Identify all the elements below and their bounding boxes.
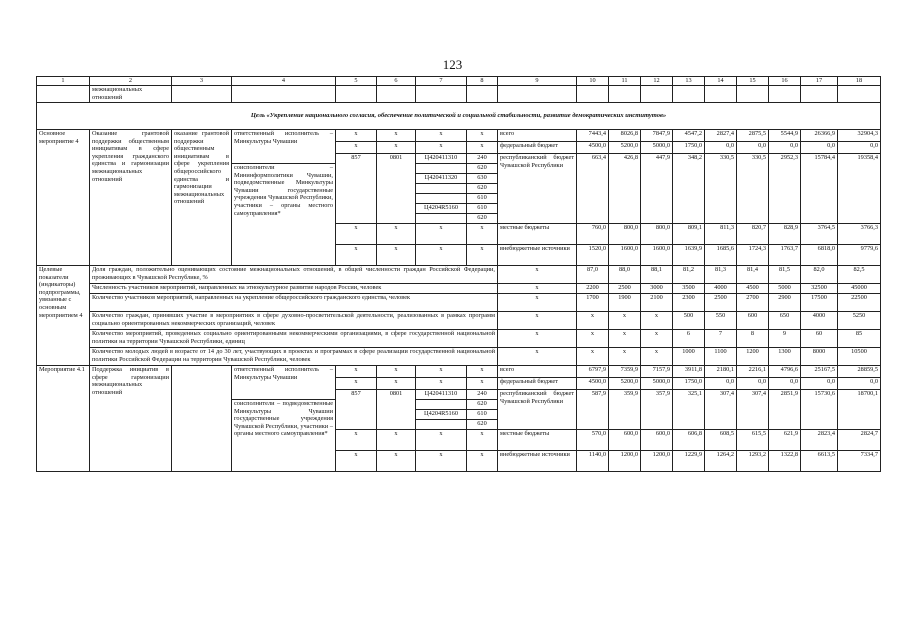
year-value: 7157,9 bbox=[641, 366, 673, 378]
indicator-text: Количество мероприятий, проведенных социально ориентированными некоммерческими организациями, в сфере государственной национальной политики на территории Чувашской Республики, единиц bbox=[90, 330, 498, 348]
year-value: 26366,9 bbox=[801, 130, 838, 142]
year-value: 1322,8 bbox=[769, 451, 801, 472]
year-value: 15730,6 bbox=[801, 390, 838, 430]
year-value: 0,0 bbox=[769, 142, 801, 154]
year-value: 1200 bbox=[737, 348, 769, 366]
year-value: 650 bbox=[769, 312, 801, 330]
year-value: 426,8 bbox=[609, 154, 641, 224]
year-value: 60 bbox=[801, 330, 838, 348]
year-value: 85 bbox=[838, 330, 881, 348]
budget-code: x bbox=[416, 366, 467, 378]
budget-code: 610 bbox=[467, 194, 498, 204]
empty-cell bbox=[467, 86, 498, 103]
year-value: 15784,4 bbox=[801, 154, 838, 224]
year-value: x bbox=[577, 348, 609, 366]
year-value: 87,0 bbox=[577, 266, 609, 284]
year-value: 1900 bbox=[609, 294, 641, 312]
budget-code: x bbox=[377, 378, 416, 390]
program-table bbox=[36, 76, 881, 472]
year-value: x bbox=[577, 330, 609, 348]
year-value: 4500 bbox=[737, 284, 769, 294]
year-value: 17500 bbox=[801, 294, 838, 312]
budget-code: x bbox=[416, 245, 467, 266]
indicator-text: Численность участников мероприятий, направленных на этнокультурное развитие народов России, человек bbox=[90, 284, 498, 294]
goal-row bbox=[37, 103, 881, 130]
year-value: 82,5 bbox=[838, 266, 881, 284]
year-value: 820,7 bbox=[737, 224, 769, 245]
year-value: 600 bbox=[737, 312, 769, 330]
budget-code: 0801 bbox=[377, 390, 416, 430]
year-value: 1520,0 bbox=[577, 245, 609, 266]
budget-code: x bbox=[336, 142, 377, 154]
indicator-row bbox=[37, 266, 881, 284]
year-value: 0,0 bbox=[705, 378, 737, 390]
continuation-row bbox=[37, 86, 881, 103]
year-value: 587,9 bbox=[577, 390, 609, 430]
column-header: 17 bbox=[801, 77, 838, 86]
year-value: 81,3 bbox=[705, 266, 737, 284]
year-value: 4000 bbox=[801, 312, 838, 330]
funding-source: местные бюджеты bbox=[498, 224, 577, 245]
year-value: 2851,9 bbox=[769, 390, 801, 430]
budget-code: x bbox=[467, 130, 498, 142]
indicator-x: x bbox=[498, 312, 577, 330]
year-value: 1600,0 bbox=[641, 245, 673, 266]
page-number: 123 bbox=[442, 57, 463, 72]
year-value: 1300 bbox=[769, 348, 801, 366]
budget-code: x bbox=[336, 378, 377, 390]
empty-cell bbox=[769, 86, 801, 103]
year-value: 760,0 bbox=[577, 224, 609, 245]
column-header: 3 bbox=[172, 77, 232, 86]
year-value: 6797,9 bbox=[577, 366, 609, 378]
budget-code: 610 bbox=[467, 204, 498, 214]
year-value: 32904,3 bbox=[838, 130, 881, 142]
year-value: 330,5 bbox=[737, 154, 769, 224]
budget-code bbox=[416, 184, 467, 194]
year-value: 1000 bbox=[673, 348, 705, 366]
column-header: 5 bbox=[336, 77, 377, 86]
year-value: 1293,2 bbox=[737, 451, 769, 472]
co-executors: соисполнители – Мининформполитики Чувашии, подведомственные Минкультуры Чувашии государственные учреждения Чувашской Республики, участники – органы местного самоуправления* bbox=[232, 164, 336, 266]
year-value: 5200,0 bbox=[609, 142, 641, 154]
year-value: 28859,5 bbox=[838, 366, 881, 378]
year-value: 10500 bbox=[838, 348, 881, 366]
indicator-x: x bbox=[498, 330, 577, 348]
year-value: 2700 bbox=[737, 294, 769, 312]
year-value: 7 bbox=[705, 330, 737, 348]
year-value: 1200,0 bbox=[641, 451, 673, 472]
year-value: 7359,9 bbox=[609, 366, 641, 378]
indicator-text: Количество участников мероприятий, направленных на укрепление общероссийского гражданского единства, человек bbox=[90, 294, 498, 312]
year-value: 22500 bbox=[838, 294, 881, 312]
year-value: 8000 bbox=[801, 348, 838, 366]
budget-code: x bbox=[336, 224, 377, 245]
indicator-row bbox=[37, 312, 881, 330]
indicator-text: Количество молодых людей в возрасте от 14 до 30 лет, участвующих в проектах и программах в сфере реализации государственной национальной политики Российской Федерации на территории Чувашской Республики, человек bbox=[90, 348, 498, 366]
budget-code: Ц4204R5160 bbox=[416, 204, 467, 214]
funding-source: местные бюджеты bbox=[498, 430, 577, 451]
budget-code: x bbox=[467, 430, 498, 451]
budget-code: x bbox=[336, 366, 377, 378]
budget-code: 620 bbox=[467, 420, 498, 430]
year-value: 307,4 bbox=[705, 390, 737, 430]
event-objective bbox=[172, 366, 232, 472]
budget-code: 240 bbox=[467, 154, 498, 164]
year-value: 45000 bbox=[838, 284, 881, 294]
year-value: 1264,2 bbox=[705, 451, 737, 472]
budget-code: 0801 bbox=[377, 154, 416, 224]
continuation-text: межнациональных отношений bbox=[90, 86, 172, 103]
year-value: 3766,3 bbox=[838, 224, 881, 245]
empty-cell bbox=[801, 86, 838, 103]
indicators-label: Целевые показатели (индикаторы) подпрограммы, увязанные с основным мероприятием 4 bbox=[37, 266, 90, 366]
year-value: 2300 bbox=[673, 294, 705, 312]
year-value: 32500 bbox=[801, 284, 838, 294]
column-header: 8 bbox=[467, 77, 498, 86]
year-value: 2824,7 bbox=[838, 430, 881, 451]
budget-code: x bbox=[416, 430, 467, 451]
budget-code bbox=[416, 214, 467, 224]
year-value: 615,5 bbox=[737, 430, 769, 451]
year-value: 0,0 bbox=[705, 142, 737, 154]
event-name: Оказание грантовой поддержки общественным инициативам в сфере укрепления гражданского единства и гармонизации межнациональных отношений bbox=[90, 130, 172, 266]
funding-source: республиканский бюджет Чувашской Республики bbox=[498, 154, 577, 224]
year-value: x bbox=[641, 312, 673, 330]
year-value: 3500 bbox=[673, 284, 705, 294]
year-value: 9 bbox=[769, 330, 801, 348]
budget-code: x bbox=[467, 224, 498, 245]
year-value: 2500 bbox=[609, 284, 641, 294]
year-value: 8026,8 bbox=[609, 130, 641, 142]
indicator-row bbox=[37, 330, 881, 348]
year-value: 2823,4 bbox=[801, 430, 838, 451]
year-value: 0,0 bbox=[737, 142, 769, 154]
year-value: 2827,4 bbox=[705, 130, 737, 142]
empty-cell bbox=[705, 86, 737, 103]
year-value: 4547,2 bbox=[673, 130, 705, 142]
year-value: 608,5 bbox=[705, 430, 737, 451]
column-header: 9 bbox=[498, 77, 577, 86]
column-header: 6 bbox=[377, 77, 416, 86]
year-value: 9779,6 bbox=[838, 245, 881, 266]
budget-code: 620 bbox=[467, 164, 498, 174]
funding-source: всего bbox=[498, 366, 577, 378]
year-value: 2952,3 bbox=[769, 154, 801, 224]
year-value: 663,4 bbox=[577, 154, 609, 224]
year-value: 8 bbox=[737, 330, 769, 348]
year-value: 500 bbox=[673, 312, 705, 330]
year-value: 0,0 bbox=[838, 378, 881, 390]
indicator-x: x bbox=[498, 284, 577, 294]
budget-code: x bbox=[377, 224, 416, 245]
year-value: 811,3 bbox=[705, 224, 737, 245]
year-value: x bbox=[609, 348, 641, 366]
budget-code: x bbox=[416, 224, 467, 245]
year-value: 2875,5 bbox=[737, 130, 769, 142]
budget-code: 857 bbox=[336, 390, 377, 430]
year-value: 1700 bbox=[577, 294, 609, 312]
year-value: 6818,0 bbox=[801, 245, 838, 266]
budget-code: x bbox=[336, 430, 377, 451]
event-name: Поддержка инициатив в сфере гармонизации межнациональных отношений bbox=[90, 366, 172, 472]
year-value: 81,4 bbox=[737, 266, 769, 284]
year-value: 4796,6 bbox=[769, 366, 801, 378]
indicator-row bbox=[37, 284, 881, 294]
year-value: x bbox=[641, 348, 673, 366]
year-value: 447,9 bbox=[641, 154, 673, 224]
empty-cell bbox=[577, 86, 609, 103]
year-value: 348,2 bbox=[673, 154, 705, 224]
indicator-x: x bbox=[498, 348, 577, 366]
budget-code: x bbox=[467, 451, 498, 472]
year-value: 570,0 bbox=[577, 430, 609, 451]
column-header: 10 bbox=[577, 77, 609, 86]
empty-cell bbox=[498, 86, 577, 103]
column-header: 12 bbox=[641, 77, 673, 86]
empty-cell bbox=[838, 86, 881, 103]
year-value: 1750,0 bbox=[673, 142, 705, 154]
responsible-executor: ответственный исполнитель – Минкультуры Чувашии bbox=[232, 366, 336, 400]
year-value: 1140,0 bbox=[577, 451, 609, 472]
year-value: 1600,0 bbox=[609, 245, 641, 266]
goal-heading: Цель «Укрепление национального согласия, обеспечение политической и социальной стабильности, развитие демократических институтов» bbox=[37, 103, 881, 130]
budget-code: 240 bbox=[467, 390, 498, 400]
budget-code: 620 bbox=[467, 400, 498, 410]
year-value: 1685,6 bbox=[705, 245, 737, 266]
budget-code: x bbox=[336, 245, 377, 266]
year-value: 550 bbox=[705, 312, 737, 330]
budget-code: x bbox=[377, 366, 416, 378]
year-value: 600,0 bbox=[641, 430, 673, 451]
year-value: 3764,5 bbox=[801, 224, 838, 245]
budget-code: x bbox=[467, 366, 498, 378]
indicator-x: x bbox=[498, 266, 577, 284]
year-value: 809,1 bbox=[673, 224, 705, 245]
empty-cell bbox=[37, 86, 90, 103]
year-value: 1639,9 bbox=[673, 245, 705, 266]
event-label: Мероприятие 4.1 bbox=[37, 366, 90, 472]
year-value: 600,0 bbox=[609, 430, 641, 451]
event-label: Основное мероприятие 4 bbox=[37, 130, 90, 266]
column-header: 1 bbox=[37, 77, 90, 86]
year-value: 0,0 bbox=[737, 378, 769, 390]
year-value: 2100 bbox=[641, 294, 673, 312]
budget-code: x bbox=[377, 430, 416, 451]
year-value: 0,0 bbox=[801, 142, 838, 154]
year-value: 88,0 bbox=[609, 266, 641, 284]
year-value: 0,0 bbox=[769, 378, 801, 390]
year-value: 2900 bbox=[769, 294, 801, 312]
budget-code: x bbox=[416, 378, 467, 390]
year-value: 7334,7 bbox=[838, 451, 881, 472]
indicator-x: x bbox=[498, 294, 577, 312]
budget-code: x bbox=[377, 142, 416, 154]
column-header: 13 bbox=[673, 77, 705, 86]
indicator-text: Количество граждан, принявших участие в мероприятиях в сфере духовно-просветительской деятельности, реализованных в рамках программ социально ориентированных некоммерческих организаций, человек bbox=[90, 312, 498, 330]
empty-cell bbox=[232, 86, 336, 103]
budget-code: x bbox=[336, 130, 377, 142]
year-value: 6 bbox=[673, 330, 705, 348]
funding-source: федеральный бюджет bbox=[498, 378, 577, 390]
year-value: 2216,1 bbox=[737, 366, 769, 378]
indicator-text: Доля граждан, положительно оценивающих состояние межнациональных отношений, в общей численности граждан Российской Федерации, проживающих в Чувашской Республике, % bbox=[90, 266, 498, 284]
empty-cell bbox=[737, 86, 769, 103]
budget-code: x bbox=[416, 451, 467, 472]
budget-code: 620 bbox=[467, 214, 498, 224]
empty-cell bbox=[641, 86, 673, 103]
budget-code bbox=[416, 420, 467, 430]
year-value: 1724,3 bbox=[737, 245, 769, 266]
year-value: 3911,8 bbox=[673, 366, 705, 378]
event_4_1-row bbox=[37, 366, 881, 378]
budget-code: x bbox=[377, 245, 416, 266]
year-value: 1229,9 bbox=[673, 451, 705, 472]
year-value: 357,9 bbox=[641, 390, 673, 430]
budget-code bbox=[416, 400, 467, 410]
year-value: 82,0 bbox=[801, 266, 838, 284]
year-value: 3000 bbox=[641, 284, 673, 294]
column-header: 2 bbox=[90, 77, 172, 86]
year-value: x bbox=[641, 330, 673, 348]
budget-code: Ц420411320 bbox=[416, 174, 467, 184]
funding-source: республиканский бюджет Чувашской Республики bbox=[498, 390, 577, 430]
budget-code: x bbox=[467, 245, 498, 266]
year-value: 4000 bbox=[705, 284, 737, 294]
year-value: 606,8 bbox=[673, 430, 705, 451]
column-header: 7 bbox=[416, 77, 467, 86]
budget-code: x bbox=[416, 142, 467, 154]
year-value: 621,9 bbox=[769, 430, 801, 451]
empty-cell bbox=[416, 86, 467, 103]
year-value: 2200 bbox=[577, 284, 609, 294]
year-value: 2500 bbox=[705, 294, 737, 312]
year-value: 1200,0 bbox=[609, 451, 641, 472]
funding-source: федеральный бюджет bbox=[498, 142, 577, 154]
budget-code: Ц420411310 bbox=[416, 154, 467, 164]
column-header: 4 bbox=[232, 77, 336, 86]
year-value: 6613,5 bbox=[801, 451, 838, 472]
budget-code: 610 bbox=[467, 410, 498, 420]
year-value: 4500,0 bbox=[577, 142, 609, 154]
column-header: 11 bbox=[609, 77, 641, 86]
year-value: 800,0 bbox=[641, 224, 673, 245]
budget-code: 857 bbox=[336, 154, 377, 224]
funding-source: всего bbox=[498, 130, 577, 142]
column-header: 14 bbox=[705, 77, 737, 86]
year-value: 5000,0 bbox=[641, 378, 673, 390]
funding-source: внебюджетные источники bbox=[498, 451, 577, 472]
year-value: 7443,4 bbox=[577, 130, 609, 142]
year-value: x bbox=[577, 312, 609, 330]
year-value: 25167,5 bbox=[801, 366, 838, 378]
year-value: 5544,9 bbox=[769, 130, 801, 142]
budget-code: x bbox=[336, 451, 377, 472]
year-value: 88,1 bbox=[641, 266, 673, 284]
indicator-row bbox=[37, 294, 881, 312]
main_event-row bbox=[37, 130, 881, 142]
year-value: 325,1 bbox=[673, 390, 705, 430]
column-header: 15 bbox=[737, 77, 769, 86]
year-value: 4500,0 bbox=[577, 378, 609, 390]
year-value: 1750,0 bbox=[673, 378, 705, 390]
year-value: 81,2 bbox=[673, 266, 705, 284]
indicator-row bbox=[37, 348, 881, 366]
year-value: x bbox=[609, 330, 641, 348]
year-value: 359,9 bbox=[609, 390, 641, 430]
year-value: 5000 bbox=[769, 284, 801, 294]
budget-code: 620 bbox=[467, 184, 498, 194]
year-value: 828,9 bbox=[769, 224, 801, 245]
budget-code bbox=[416, 164, 467, 174]
year-value: 18700,1 bbox=[838, 390, 881, 430]
column-header: 16 bbox=[769, 77, 801, 86]
year-value: 330,5 bbox=[705, 154, 737, 224]
year-value: 5200,0 bbox=[609, 378, 641, 390]
column-header: 18 bbox=[838, 77, 881, 86]
year-value: 307,4 bbox=[737, 390, 769, 430]
year-value: 81,5 bbox=[769, 266, 801, 284]
budget-code: Ц4204R5160 bbox=[416, 410, 467, 420]
year-value: 5000,0 bbox=[641, 142, 673, 154]
responsible-executor: ответственный исполнитель – Минкультуры Чувашии bbox=[232, 130, 336, 164]
empty-cell bbox=[377, 86, 416, 103]
budget-code: x bbox=[467, 142, 498, 154]
year-value: 19358,4 bbox=[838, 154, 881, 224]
year-value: 800,0 bbox=[609, 224, 641, 245]
budget-code: 630 bbox=[467, 174, 498, 184]
budget-code: x bbox=[377, 130, 416, 142]
empty-cell bbox=[336, 86, 377, 103]
empty-cell bbox=[609, 86, 641, 103]
year-value: 7847,9 bbox=[641, 130, 673, 142]
year-value: x bbox=[609, 312, 641, 330]
budget-code: x bbox=[377, 451, 416, 472]
year-value: 0,0 bbox=[801, 378, 838, 390]
budget-code bbox=[416, 194, 467, 204]
event-objective: оказание грантовой поддержки общественным инициативам в сфере укрепления общероссийского единства и гармонизации межнациональных отношений bbox=[172, 130, 232, 266]
year-value: 0,0 bbox=[838, 142, 881, 154]
header-row bbox=[37, 77, 881, 86]
year-value: 1100 bbox=[705, 348, 737, 366]
year-value: 5250 bbox=[838, 312, 881, 330]
budget-code: x bbox=[467, 378, 498, 390]
year-value: 2180,1 bbox=[705, 366, 737, 378]
empty-cell bbox=[172, 86, 232, 103]
empty-cell bbox=[673, 86, 705, 103]
co-executors: соисполнители – подведомственные Минкультуры Чувашии государственные учреждения Чувашской Республики, участники – органы местного самоуправления* bbox=[232, 400, 336, 472]
budget-code: x bbox=[416, 130, 467, 142]
budget-code: Ц420411310 bbox=[416, 390, 467, 400]
funding-source: внебюджетные источники bbox=[498, 245, 577, 266]
year-value: 1763,7 bbox=[769, 245, 801, 266]
